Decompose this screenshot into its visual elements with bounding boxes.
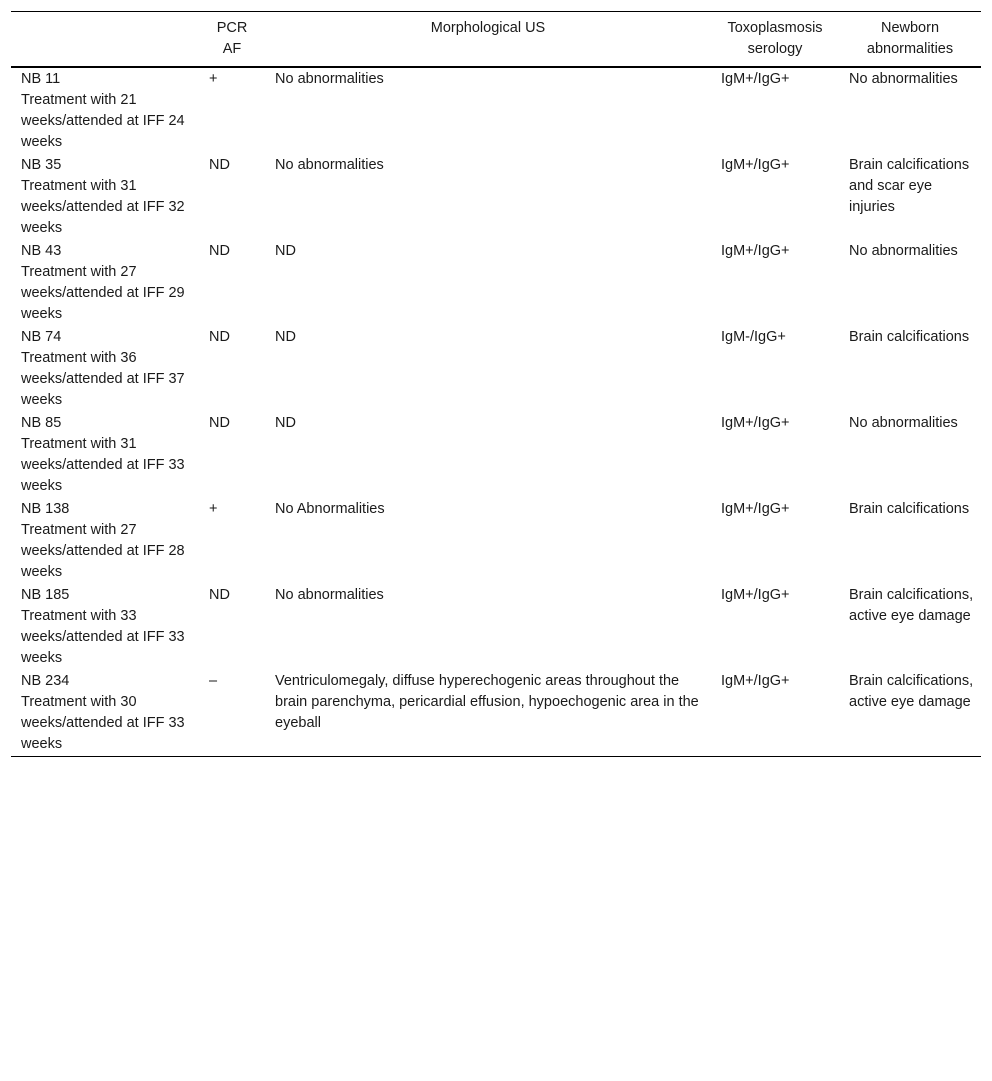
treatment-note: Treatment with 21 weeks/attended at IFF 24 weeks [21, 92, 185, 150]
cell-serology: IgM+/IgG+ [721, 243, 790, 259]
cell-pcr-af: ND [209, 587, 230, 603]
newborn-id: NB 35 [21, 157, 62, 173]
table-header [11, 12, 981, 68]
cell-morphological-us: Ventriculomegaly, diffuse hyperechogenic areas throughout the brain parenchyma, pericardial effusion, hypoechogenic area in the eyeball [275, 673, 699, 731]
cell-morphological-us: ND [275, 243, 296, 259]
table-row [11, 67, 981, 154]
header-name [11, 12, 199, 68]
cell-pcr-af: ND [209, 157, 230, 173]
cell-newborn-abnormalities: Brain calcifications [849, 501, 970, 517]
results-table [11, 11, 981, 757]
header-row [11, 12, 981, 68]
cell-newborn-abnormalities: Brain calcifications, active eye damage [849, 673, 974, 710]
cell-pcr-af: + [209, 71, 218, 87]
treatment-note: Treatment with 30 weeks/attended at IFF 33 weeks [21, 694, 185, 752]
cell-morphological-us: ND [275, 329, 296, 345]
treatment-note: Treatment with 31 weeks/attended at IFF 33 weeks [21, 436, 185, 494]
table-row [11, 326, 981, 412]
newborn-id: NB 185 [21, 587, 70, 603]
cell-morphological-us: ND [275, 415, 296, 431]
newborn-id: NB 11 [21, 71, 61, 87]
newborn-id: NB 74 [21, 329, 62, 345]
cell-newborn-abnormalities: Brain calcifications, active eye damage [849, 587, 974, 624]
table-row [11, 240, 981, 326]
header-pcr-af-label: PCR AF [216, 20, 248, 57]
cell-newborn-id [11, 326, 199, 412]
cell-newborn-id [11, 584, 199, 670]
table-row [11, 498, 981, 584]
treatment-note: Treatment with 27 weeks/attended at IFF 29 weeks [21, 264, 185, 322]
treatment-note: Treatment with 27 weeks/attended at IFF 28 weeks [21, 522, 185, 580]
cell-pcr-af: + [209, 501, 218, 517]
cell-serology: IgM+/IgG+ [721, 71, 790, 87]
cell-pcr-af: – [209, 673, 218, 689]
header-pcr-af [199, 12, 265, 68]
cell-serology: IgM+/IgG+ [721, 157, 790, 173]
table-row [11, 154, 981, 240]
table-row [11, 670, 981, 757]
table-row [11, 412, 981, 498]
cell-newborn-abnormalities: No abnormalities [849, 243, 958, 259]
header-morphological-us: Morphological US [430, 20, 546, 36]
cell-morphological-us: No abnormalities [275, 71, 384, 87]
cell-morphological-us: No abnormalities [275, 157, 384, 173]
cell-newborn-id [11, 154, 199, 240]
cell-serology: IgM+/IgG+ [721, 673, 790, 689]
treatment-note: Treatment with 33 weeks/attended at IFF 33 weeks [21, 608, 185, 666]
cell-newborn-id [11, 670, 199, 757]
table-body [11, 67, 981, 757]
cell-morphological-us: No Abnormalities [275, 501, 385, 517]
cell-pcr-af: ND [209, 243, 230, 259]
cell-newborn-abnormalities: No abnormalities [849, 415, 958, 431]
cell-newborn-abnormalities: No abnormalities [849, 71, 958, 87]
newborn-id: NB 138 [21, 501, 70, 517]
newborn-id: NB 43 [21, 243, 62, 259]
cell-pcr-af: ND [209, 329, 230, 345]
cell-serology: IgM+/IgG+ [721, 415, 790, 431]
cell-newborn-id [11, 240, 199, 326]
cell-serology: IgM-/IgG+ [721, 329, 786, 345]
cell-newborn-id [11, 412, 199, 498]
cell-newborn-abnormalities: Brain calcifications [849, 329, 970, 345]
cell-serology: IgM+/IgG+ [721, 501, 790, 517]
cell-serology: IgM+/IgG+ [721, 587, 790, 603]
results-table-container [11, 11, 981, 757]
cell-newborn-id [11, 67, 199, 154]
treatment-note: Treatment with 31 weeks/attended at IFF 32 weeks [21, 178, 185, 236]
table-row [11, 584, 981, 670]
header-newborn-abnormalities: Newborn abnormalities [866, 20, 954, 57]
header-toxoplasmosis-serology: Toxoplasmosis serology [727, 20, 823, 57]
treatment-note: Treatment with 36 weeks/attended at IFF 37 weeks [21, 350, 185, 408]
cell-newborn-abnormalities: Brain calcifications and scar eye injuries [849, 157, 970, 215]
newborn-id: NB 85 [21, 415, 62, 431]
cell-pcr-af: ND [209, 415, 230, 431]
cell-morphological-us: No abnormalities [275, 587, 384, 603]
newborn-id: NB 234 [21, 673, 70, 689]
cell-newborn-id [11, 498, 199, 584]
